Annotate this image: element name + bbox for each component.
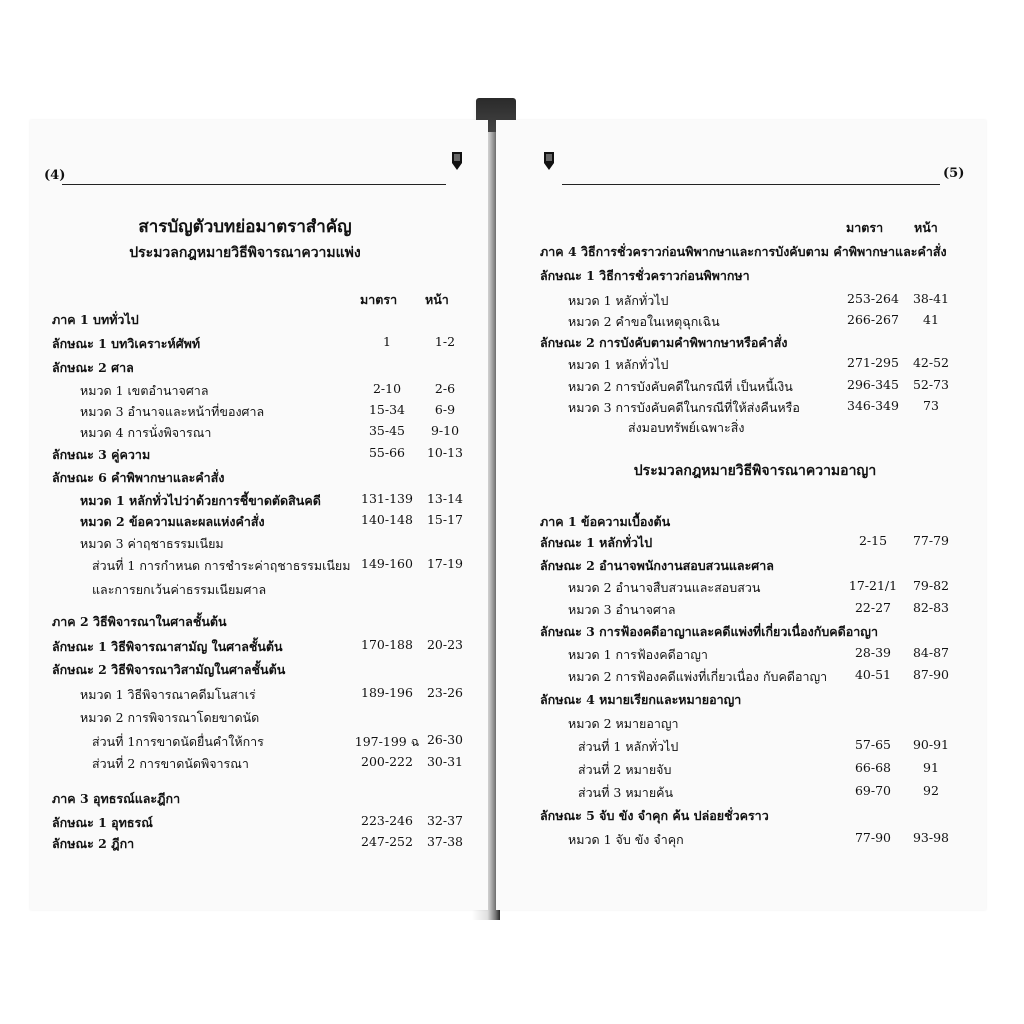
toc-section-number: 131-139 [361,491,413,506]
toc-entry: ลักษณะ 1 บทวิเคราะห์ศัพท์ [52,336,201,351]
toc-section-number: 15-34 [368,402,406,417]
toc-entry: และการยกเว้นค่าธรรมเนียมศาล [92,582,267,597]
toc-entry: ส่วนที่ 1 หลักทั่วไป [578,739,679,754]
toc-page-number: 52-73 [912,377,950,392]
toc-entry: ลักษณะ 2 อำนาจพนักงานสอบสวนและศาล [540,558,774,573]
toc-section-number: 149-160 [361,556,413,571]
toc-entry: หมวด 1 หลักทั่วไป [568,357,669,372]
toc-entry: ส่วนที่ 2 หมายจับ [578,762,672,777]
toc-page-number: 23-26 [426,685,464,700]
toc-entry: หมวด 1 เขตอำนาจศาล [80,383,209,398]
left-finial-ornament [450,150,464,172]
toc-page-number: 32-37 [426,813,464,828]
toc-entry: ลักษณะ 1 อุทธรณ์ [52,815,153,830]
toc-page-number: 38-41 [912,291,950,306]
toc-section-number: 28-39 [854,645,892,660]
toc-entry: ส่วนที่ 2 การขาดนัดพิจารณา [92,756,249,771]
toc-section-number: 2-10 [372,381,402,396]
toc-page-number: 9-10 [430,423,460,438]
toc-page-number: 91 [923,760,939,775]
toc-section-number: 247-252 [361,834,413,849]
toc-page-number: 92 [923,783,939,798]
toc-entry: ลักษณะ 1 วิธีการชั่วคราวก่อนพิพากษา [540,268,750,283]
toc-entry: หมวด 3 ค่าฤชาธรรมเนียม [80,536,224,551]
toc-page-number: 41 [923,312,939,327]
toc-page-number: 42-52 [912,355,950,370]
toc-section-number: 22-27 [854,600,892,615]
toc-section-number: 189-196 [361,685,413,700]
toc-entry: ส่วนที่ 3 หมายค้น [578,785,674,800]
toc-page-number: 6-9 [434,402,456,417]
criminal-code-title: ประมวลกฎหมายวิธีพิจารณาความอาญา [633,463,877,479]
toc-section-number: 170-188 [361,637,413,652]
toc-page-number: 10-13 [426,445,464,460]
toc-entry: หมวด 1 การฟ้องคดีอาญา [568,647,708,662]
toc-entry: ลักษณะ 4 หมายเรียกและหมายอาญา [540,692,742,707]
left-col-page-header: หน้า [425,292,449,307]
toc-page-number: 20-23 [426,637,464,652]
toc-entry: หมวด 2 คำขอในเหตุฉุกเฉิน [568,314,720,329]
toc-section-number: 223-246 [361,813,413,828]
toc-page-number: 82-83 [912,600,950,615]
toc-entry: หมวด 1 หลักทั่วไป [568,293,669,308]
toc-entry: ภาค 4 วิธีการชั่วคราวก่อนพิพากษาและการบังคับตาม คำพิพากษาและคำสั่ง [540,244,947,259]
toc-entry: หมวด 2 การฟ้องคดีแพ่งที่เกี่ยวเนื่อง กับคดีอาญา [568,669,828,684]
toc-entry: ลักษณะ 3 คู่ความ [52,447,151,462]
toc-page-number: 77-79 [912,533,950,548]
toc-section-number: 2-15 [858,533,888,548]
toc-entry: หมวด 2 การพิจารณาโดยขาดนัด [80,710,260,725]
toc-section-number: 253-264 [847,291,899,306]
toc-entry: หมวด 4 การนั่งพิจารณา [80,425,212,440]
toc-entry: ลักษณะ 3 การฟ้องคดีอาญาและคดีแพ่งที่เกี่ยวเนื่องกับคดีอาญา [540,624,878,639]
toc-page-number: 13-14 [426,491,464,506]
toc-entry: หมวด 1 จับ ขัง จำคุก [568,832,684,847]
left-subtitle: ประมวลกฎหมายวิธีพิจารณาความแพ่ง [129,245,361,261]
toc-page-number: 2-6 [434,381,456,396]
toc-entry: หมวด 2 ข้อความและผลแห่งคำสั่ง [80,514,265,529]
toc-entry: ภาค 2 วิธีพิจารณาในศาลชั้นต้น [52,614,227,629]
toc-page-number: 90-91 [912,737,950,752]
toc-section-number: 266-267 [847,312,899,327]
toc-entry: ลักษณะ 1 หลักทั่วไป [540,535,653,550]
toc-entry: ส่วนที่ 1การขาดนัดยื่นคำให้การ [92,734,264,749]
toc-page-number: 15-17 [426,512,464,527]
toc-section-number: 271-295 [847,355,899,370]
toc-page-number: 30-31 [426,754,464,769]
right-col-page-header: หน้า [914,220,938,235]
toc-entry: ลักษณะ 2 วิธีพิจารณาวิสามัญในศาลชั้นต้น [52,662,286,677]
toc-section-number: 55-66 [368,445,406,460]
toc-section-number: 296-345 [847,377,899,392]
toc-entry: หมวด 3 อำนาจศาล [568,602,676,617]
toc-entry: ภาค 1 บททั่วไป [52,312,139,327]
right-col-section-header: มาตรา [846,220,884,235]
right-page-number: (5) [943,166,965,181]
toc-section-number: 200-222 [361,754,413,769]
toc-entry: ลักษณะ 1 วิธีพิจารณาสามัญ ในศาลชั้นต้น [52,639,283,654]
left-col-section-header: มาตรา [360,292,398,307]
toc-entry: ส่งมอบทรัพย์เฉพาะสิ่ง [628,420,745,435]
toc-entry: ส่วนที่ 1 การกำหนด การชำระค่าฤชาธรรมเนียม [92,558,351,573]
toc-entry: หมวด 2 อำนาจสืบสวนและสอบสวน [568,580,761,595]
toc-page-number: 26-30 [426,732,464,747]
toc-section-number: 140-148 [361,512,413,527]
toc-page-number: 79-82 [912,578,950,593]
left-header-rule [62,184,446,185]
toc-section-number: 197-199 ฉ [354,734,420,749]
toc-section-number: 1 [383,334,391,349]
toc-entry: ลักษณะ 2 การบังคับตามคำพิพากษาหรือคำสั่ง [540,335,788,350]
toc-section-number: 40-51 [854,667,892,682]
toc-entry: ลักษณะ 2 ฎีกา [52,836,135,851]
toc-entry: ลักษณะ 2 ศาล [52,360,134,375]
toc-entry: ลักษณะ 6 คำพิพากษาและคำสั่ง [52,470,225,485]
toc-page-number: 17-19 [426,556,464,571]
toc-section-number: 69-70 [854,783,892,798]
toc-section-number: 35-45 [368,423,406,438]
toc-entry: ลักษณะ 5 จับ ขัง จำคุก ค้น ปล่อยชั่วคราว [540,808,769,823]
right-header-rule [562,184,940,185]
toc-entry: หมวด 1 หลักทั่วไปว่าด้วยการชี้ขาดตัดสินคดี [80,493,321,508]
toc-section-number: 346-349 [847,398,899,413]
toc-entry: หมวด 3 การบังคับคดีในกรณีที่ให้ส่งคืนหรือ [568,400,800,415]
toc-page-number: 37-38 [426,834,464,849]
right-finial-ornament [542,150,556,172]
toc-entry: หมวด 2 การบังคับคดีในกรณีที่ เป็นหนี้เงิน [568,379,793,394]
toc-page-number: 93-98 [912,830,950,845]
toc-entry: หมวด 3 อำนาจและหน้าที่ของศาล [80,404,265,419]
toc-entry: ภาค 3 อุทธรณ์และฎีกา [52,791,181,806]
toc-entry: ภาค 1 ข้อความเบื้องต้น [540,514,671,529]
toc-page-number: 73 [923,398,939,413]
toc-page-number: 84-87 [912,645,950,660]
toc-section-number: 66-68 [854,760,892,775]
left-title: สารบัญตัวบทย่อมาตราสำคัญ [138,217,352,237]
toc-page-number: 87-90 [912,667,950,682]
toc-section-number: 77-90 [854,830,892,845]
left-page-number: (4) [44,168,66,183]
toc-entry: หมวด 1 วิธีพิจารณาคดีมโนสาเร่ [80,687,256,702]
toc-section-number: 57-65 [854,737,892,752]
toc-section-number: 17-21/1 [848,578,898,593]
toc-entry: หมวด 2 หมายอาญา [568,716,679,731]
toc-page-number: 1-2 [434,334,456,349]
